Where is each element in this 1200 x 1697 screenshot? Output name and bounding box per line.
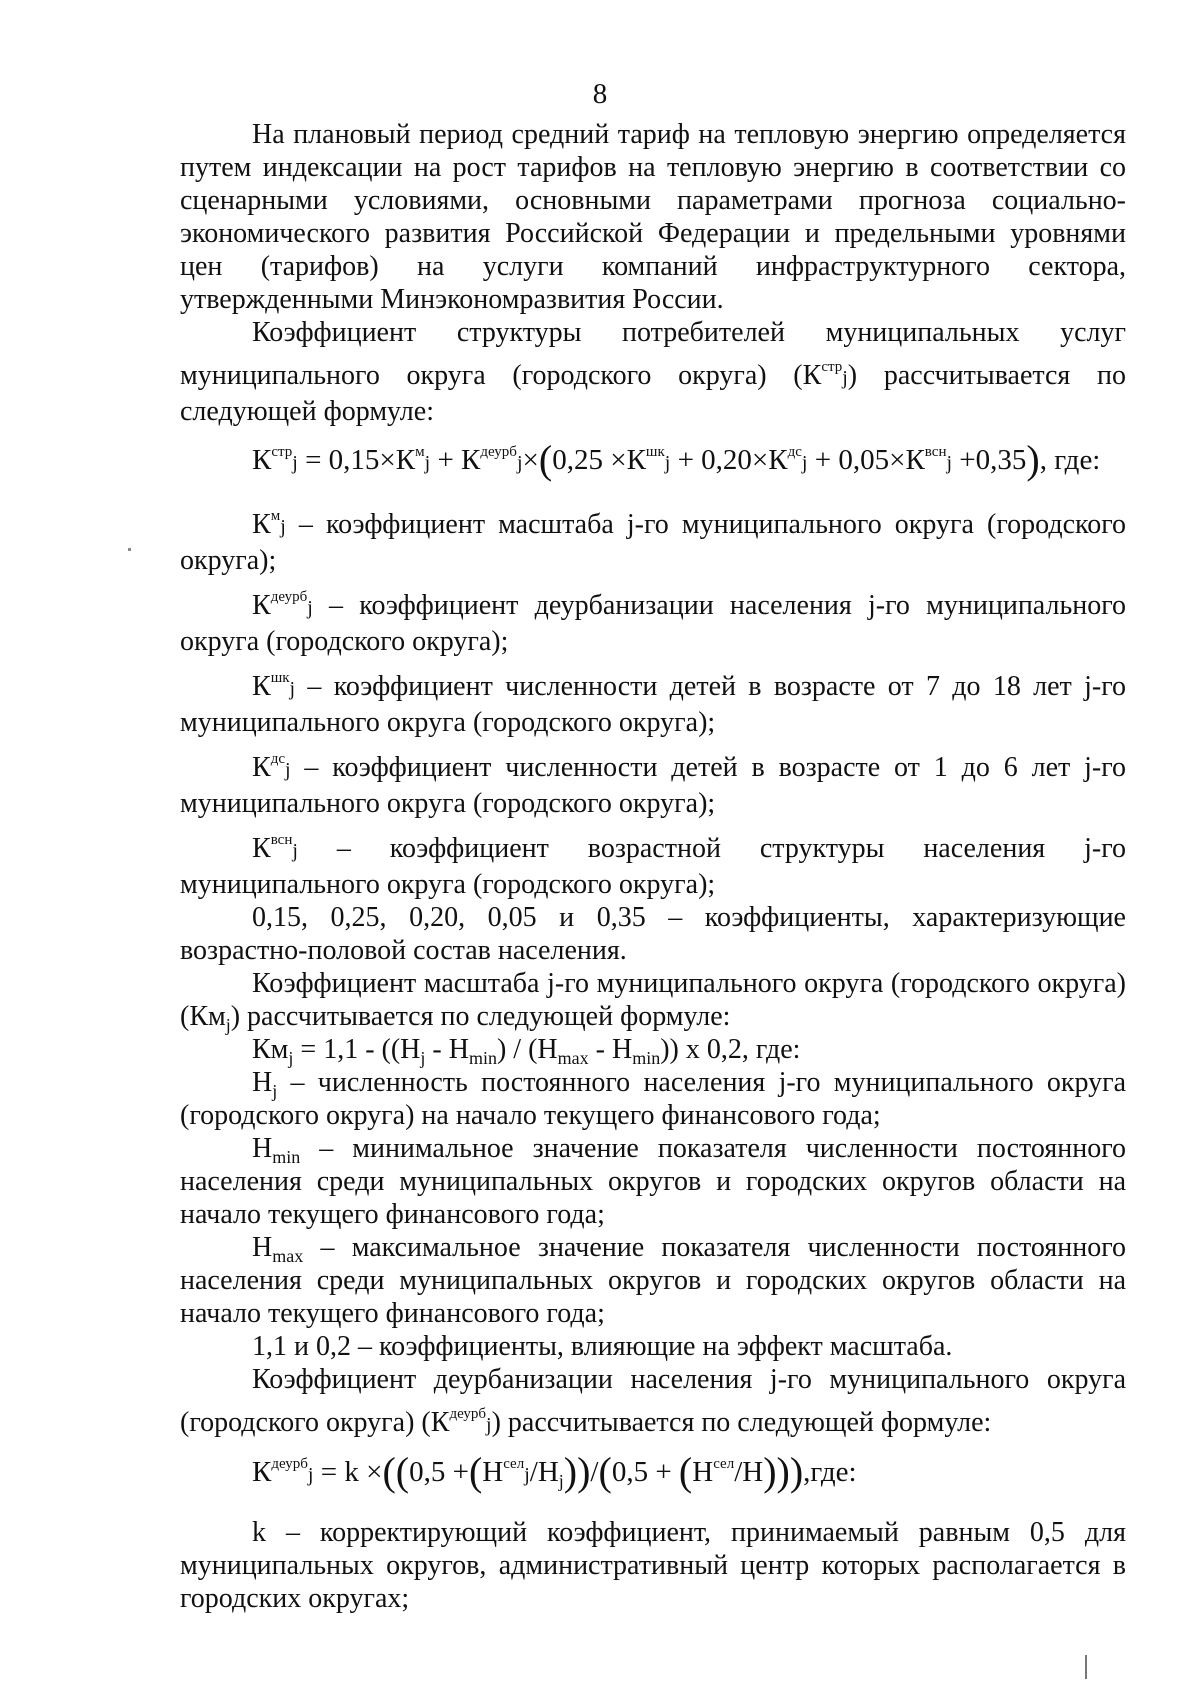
definition-k: k – корректирующий коэффициент, принимаемый равным 0,5 для муниципальных округов, административный центр которых располагается в городских округах;	[180, 1517, 1126, 1614]
paragraph-tariff: На плановый период средний тариф на тепловую энергию определяется путем индексации на рост тарифов на тепловую энергию в соответствии со сценарными условиями, основными параметрами прогноза социально-экономического развития Российской Федерации и предельными уровнями цен (тарифов) на услуги компаний инфраструктурного сектора, утвержденными Минэкономразвития России.	[180, 119, 1126, 315]
formula-kdeurb: $К^{деурб}j = k \times((0,5 +(Н^{сел}j/Н_j))/(0,5 + (Н^{сел}/Н))),где$:	[252, 1449, 857, 1494]
formula-km: $Км_j = 1,1 - ((Н_j - Н_{min}) / (Н_{max} - Н_{min}))$ х 0,2, где:	[252, 1034, 801, 1068]
paragraph-scale-intro: Коэффициент масштаба j-го муниципального округа (городского округа) $(Км_j)$ рассчитывается по следующей формуле:	[180, 968, 1126, 1035]
definition-kdeurb: $К^{деурб}j$ – коэффициент деурбанизации населения j-го муниципального округа (городского округа);	[180, 589, 1126, 657]
definition-kvsn: $К^{всн}j$ – коэффициент возрастной структуры населения j-го муниципального округа (городского округа);	[180, 832, 1126, 900]
paragraph-coefficients: 0,15, 0,25, 0,20, 0,05 и 0,35 – коэффициенты, характеризующие возрастно-половой состав населения.	[180, 902, 1126, 966]
definition-hmin: $Н_{min}$ – минимальное значение показателя численности постоянного населения среди муниципальных округов и городских округов области на начало текущего финансового года;	[180, 1133, 1126, 1230]
document-body	[180, 118, 1126, 1615]
paragraph-deurb-intro-line1: Коэффициент деурбанизации населения j-го муниципального округа	[252, 1364, 1126, 1395]
page-number: 8	[592, 78, 608, 110]
paragraph-structure-intro-line1: Коэффициент структуры потребителей муниципальных услуг	[252, 317, 1126, 348]
definition-hj: $Н_j$ – численность постоянного населения j-го муниципального округа (городского округа) на начало текущего финансового года;	[180, 1067, 1126, 1131]
formula-kstr: $К^{стр}j = 0,15\times К^мj + К^{деурб}j\times(0,25 \times К^{шк}j + 0,20\times К^{дс}j + 0,05\times К^{всн}j +0,35)$, где:	[252, 437, 1101, 482]
definition-kshk: $К^{шк}j$ – коэффициент численности детей в возрасте от 7 до 18 лет j-го муниципального округа (городского округа);	[180, 670, 1126, 738]
definition-km: $К^мj$ – коэффициент масштаба j-го муниципального округа (городского округа);	[180, 508, 1126, 576]
paragraph-structure-intro-line3: следующей формуле:	[180, 396, 434, 427]
definition-kds: $К^{дс}j$ – коэффициент численности детей в возрасте от 1 до 6 лет j-го муниципального округа (городского округа);	[180, 751, 1126, 819]
scan-mark	[1085, 1655, 1087, 1679]
paragraph-deurb-intro-line2: (городского округа) $(К^{деурб}j)$ рассчитывается по следующей формуле:	[180, 1406, 992, 1438]
paragraph-structure-intro-line2: муниципального округа (городского округа) $(К^{стр}j)$ рассчитывается по	[180, 359, 1126, 391]
paragraph-scale-coefficients: 1,1 и 0,2 – коэффициенты, влияющие на эффект масштаба.	[252, 1331, 953, 1362]
definition-hmax: $Н_{max}$ – максимальное значение показателя численности постоянного населения среди муниципальных округов и городских округов области на начало текущего финансового года;	[180, 1232, 1126, 1329]
scan-speck	[128, 548, 131, 551]
